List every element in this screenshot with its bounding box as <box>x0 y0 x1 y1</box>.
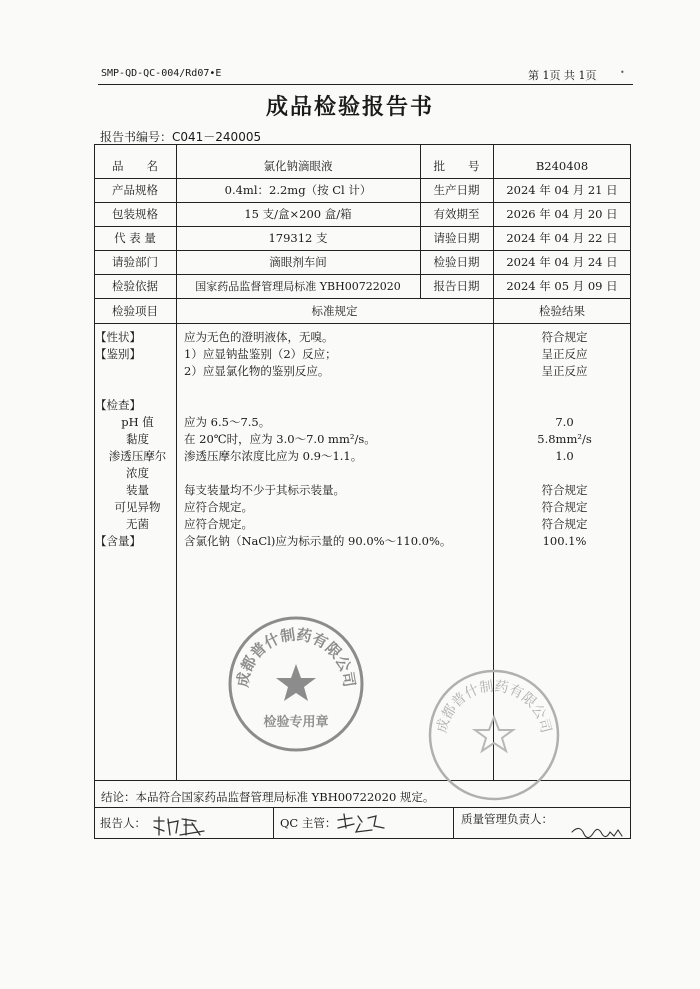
label-request-date: 请验日期 <box>433 231 480 245</box>
reporter-label: 报告人： <box>100 816 146 830</box>
result-text: 100.1% <box>542 534 587 548</box>
value-batch-no: B240408 <box>535 159 589 173</box>
label-department: 请验部门 <box>112 255 158 269</box>
result-text: 符合规定 <box>541 500 588 514</box>
value-test-date: 2024 年 04 月 24 日 <box>506 255 618 269</box>
value-report-date: 2024 年 05 月 09 日 <box>506 279 618 293</box>
test-item: pH 值 <box>121 415 154 429</box>
header-rule <box>98 84 633 85</box>
header-item: 检验项目 <box>112 304 158 318</box>
value-department: 滴眼剂车间 <box>269 255 327 269</box>
standard-text: 应符合规定。 <box>184 517 253 531</box>
standard-text <box>184 465 494 482</box>
value-spec: 0.4ml：2.2mg（按 Cl 计） <box>224 183 372 197</box>
result-text: 符合规定 <box>541 517 588 531</box>
label-production-date: 生产日期 <box>433 183 480 197</box>
label-quantity: 代 表 量 <box>114 231 156 245</box>
result-column <box>498 329 631 550</box>
test-item <box>95 363 180 380</box>
seal-star-icon <box>475 717 513 751</box>
value-expiry: 2026 年 04 月 20 日 <box>506 207 618 221</box>
col-divider <box>273 807 274 839</box>
test-item: 浓度 <box>126 466 149 480</box>
qa-manager-label: 质量管理负责人： <box>461 812 553 826</box>
header-standard: 标准规定 <box>311 304 358 318</box>
label-packaging: 包装规格 <box>112 207 158 221</box>
result-text <box>498 397 631 414</box>
label-basis: 检验依据 <box>112 279 158 293</box>
result-text: 7.0 <box>555 415 574 429</box>
test-item-column <box>95 329 180 550</box>
test-item: 无菌 <box>126 517 149 531</box>
label-expiry: 有效期至 <box>433 207 480 221</box>
standard-text: 2）应显氯化物的鉴别反应。 <box>184 364 330 378</box>
result-text <box>498 465 631 482</box>
qc-supervisor-label: QC 主管： <box>280 816 337 830</box>
standard-text: 含氯化钠（NaCl)应为标示量的 90.0%～110.0%。 <box>184 534 452 548</box>
test-item <box>95 380 180 397</box>
standard-text: 应为无色的澄明液体，无嗅。 <box>184 330 334 344</box>
qa-signature <box>570 822 628 844</box>
conclusion-text: 结论：本品符合国家药品监督管理局标准 YBH00722020 规定。 <box>101 790 435 804</box>
value-basis: 国家药品监督管理局标准 YBH00722020 <box>195 280 401 293</box>
test-item: 可见异物 <box>114 500 161 514</box>
standard-text <box>184 380 494 397</box>
qc-signature <box>332 810 392 836</box>
test-item: 【鉴别】 <box>95 347 141 361</box>
label-batch-no: 批 号 <box>433 159 480 173</box>
row-divider <box>94 807 631 808</box>
result-text: 1.0 <box>555 449 574 463</box>
value-packaging: 15 支/盒×200 盒/箱 <box>244 207 352 221</box>
seal-ring <box>430 671 558 799</box>
col-divider <box>453 807 454 839</box>
dot-mark: • <box>620 68 625 77</box>
test-item: 【性状】 <box>95 330 141 344</box>
standard-text: 1）应显钠盐鉴别（2）反应； <box>184 347 337 361</box>
test-item: 渗透压摩尔 <box>108 449 167 463</box>
result-text: 呈正反应 <box>541 347 588 361</box>
reporter-signature <box>150 813 210 839</box>
result-text: 符合规定 <box>541 483 588 497</box>
inspection-seal <box>226 614 366 754</box>
row-divider <box>94 323 631 324</box>
standard-text: 应为 6.5～7.5。 <box>184 415 271 429</box>
result-text <box>498 380 631 397</box>
test-item: 【检查】 <box>95 398 141 412</box>
result-text: 呈正反应 <box>541 364 588 378</box>
standard-text: 应符合规定。 <box>184 500 253 514</box>
standard-text <box>184 397 494 414</box>
standard-text: 渗透压摩尔浓度比应为 0.9～1.1。 <box>184 449 363 463</box>
report-number: 报告书编号：C041－240005 <box>100 130 262 144</box>
company-seal <box>424 665 564 805</box>
label-test-date: 检验日期 <box>433 255 480 269</box>
page-number: 第 1页 共 1页 <box>528 69 597 82</box>
seal-star-icon <box>276 664 316 701</box>
result-text: 符合规定 <box>541 330 588 344</box>
standard-column <box>184 329 494 550</box>
document-code: SMP-QD-QC-004/Rd07•E <box>101 68 222 79</box>
value-product-name: 氯化钠滴眼液 <box>263 159 333 173</box>
label-spec: 产品规格 <box>112 183 158 197</box>
header-result: 检验结果 <box>539 304 585 318</box>
standard-text: 在 20℃时，应为 3.0～7.0 mm²/s。 <box>184 432 376 446</box>
value-quantity: 179312 支 <box>268 231 328 245</box>
seal-company-text: 成都普什制药有限公司 <box>233 625 359 689</box>
report-title: 成品检验报告书 <box>265 95 434 120</box>
seal-purpose-text: 检验专用章 <box>263 715 329 730</box>
test-item: 装量 <box>126 483 149 497</box>
result-text: 5.8mm²/s <box>537 432 592 446</box>
value-production-date: 2024 年 04 月 21 日 <box>506 183 618 197</box>
seal-company-text: 成都普什制药有限公司 <box>434 678 554 735</box>
label-report-date: 报告日期 <box>433 279 480 293</box>
label-product-name: 品 名 <box>112 159 158 173</box>
standard-text: 每支装量均不少于其标示装量。 <box>184 483 345 497</box>
test-item: 黏度 <box>126 432 149 446</box>
value-request-date: 2024 年 04 月 22 日 <box>506 231 618 245</box>
test-item: 【含量】 <box>95 534 141 548</box>
